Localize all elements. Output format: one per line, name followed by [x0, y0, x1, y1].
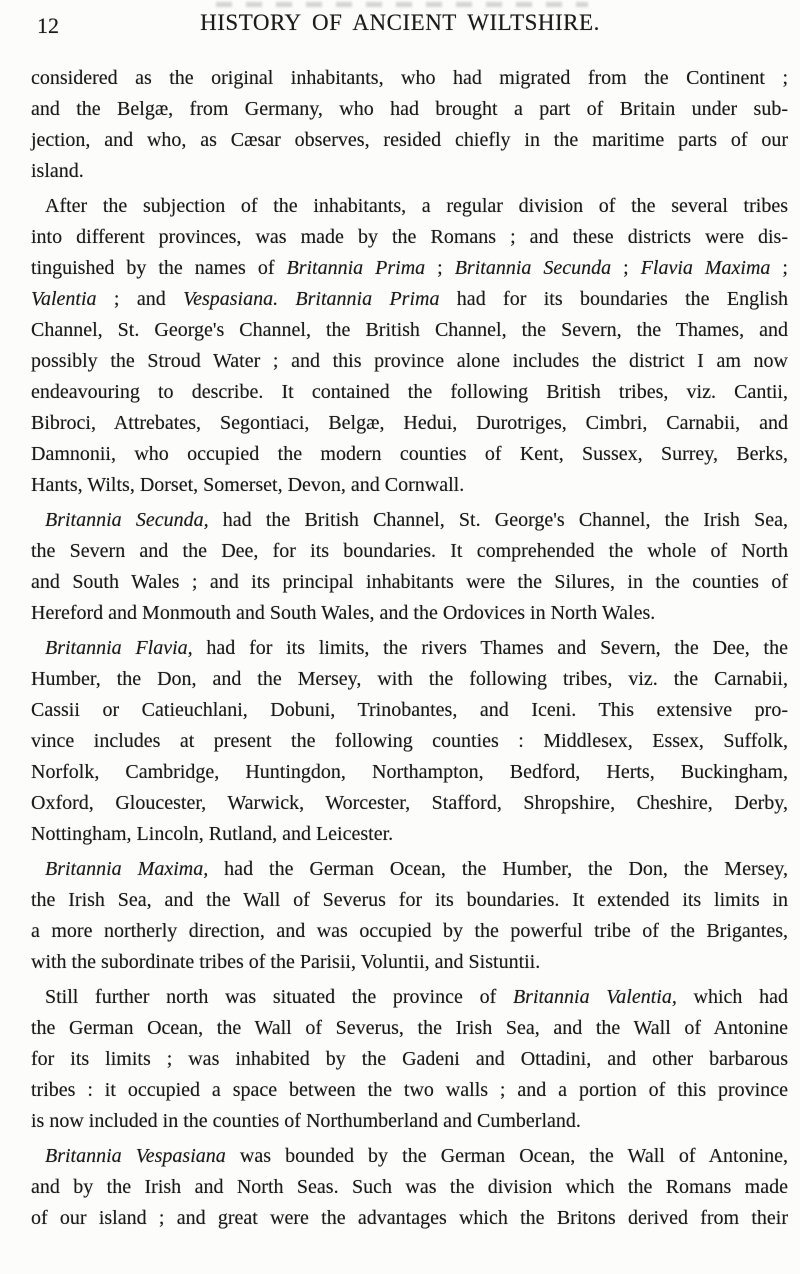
page-number: 12 [37, 13, 59, 38]
text-line [31, 315, 788, 346]
text-line [31, 982, 788, 1013]
text-segment: Hants, Wilts, Dorset, Somerset, Devon, and Cornwall. [31, 474, 465, 496]
paragraph [31, 854, 788, 978]
text-segment: After the subjection of the inhabitants, a regular division of the several tribes [45, 195, 788, 217]
text-segment: the Severn and the Dee, for its boundaries. It comprehended the whole of North [31, 540, 788, 562]
italic-text: Britannia Vespasiana [45, 1145, 226, 1167]
text-segment: endeavouring to describe. It contained the following British tribes, viz. Cantii, [31, 381, 788, 403]
text-line [31, 695, 788, 726]
text-line [31, 63, 788, 94]
italic-text: Flavia Maxima [640, 257, 771, 279]
text-line [31, 377, 788, 408]
text-line [31, 191, 788, 222]
text-segment: Humber, the Don, and the Mersey, with the following tribes, viz. the Carnabii, [31, 668, 788, 690]
text-line [31, 819, 788, 850]
text-segment: jection, and who, as Cæsar observes, resided chiefly in the maritime parts of our [31, 129, 788, 151]
text-line [31, 408, 788, 439]
text-segment: Bibroci, Attrebates, Segontiaci, Belgæ, Hedui, Durotriges, Cimbri, Carnabii, and [31, 412, 788, 434]
text-line [31, 439, 788, 470]
text-segment: vince includes at present the following counties : Middlesex, Essex, Suffolk, [31, 730, 788, 752]
text-line [31, 1013, 788, 1044]
text-line [31, 536, 788, 567]
text-line [31, 470, 788, 501]
italic-text: Britannia Prima [295, 288, 440, 310]
text-segment: Nottingham, Lincoln, Rutland, and Leicester. [31, 823, 394, 845]
text-segment: ; and [96, 288, 184, 310]
text-segment: of our island ; and great were the advantages which the Britons derived from their [31, 1207, 788, 1229]
text-segment: possibly the Stroud Water ; and this province alone includes the district I am now [31, 350, 788, 372]
italic-text: Britannia Valentia, [512, 986, 677, 1008]
paragraph [31, 505, 788, 629]
text-line [31, 664, 788, 695]
text-segment: tinguished by the names of [31, 257, 287, 279]
text-segment: Hereford and Monmouth and South Wales, and the Ordovices in North Wales. [31, 602, 656, 624]
text-line [31, 253, 788, 284]
text-line [31, 94, 788, 125]
italic-text: Valentia [31, 288, 97, 310]
text-line [31, 947, 788, 978]
italic-text: Vespasiana. [183, 288, 279, 310]
text-line [31, 598, 788, 629]
page-header [0, 10, 800, 40]
text-line [31, 567, 788, 598]
text-line [31, 1141, 788, 1172]
text-line [31, 633, 788, 664]
text-line [31, 854, 788, 885]
text-segment: Damnonii, who occupied the modern counties of Kent, Sussex, Surrey, Berks, [31, 443, 788, 465]
text-block [31, 63, 788, 1238]
text-line [31, 1044, 788, 1075]
text-line [31, 125, 788, 156]
italic-text: Britannia Maxima, [45, 858, 209, 880]
text-line [31, 156, 788, 187]
text-segment: had for its limits, the rivers Thames and Severn, the Dee, the [192, 637, 788, 659]
text-segment: and the Belgæ, from Germany, who had brought a part of Britain under sub- [31, 98, 788, 120]
text-line [31, 284, 788, 315]
text-line [31, 1203, 788, 1234]
text-segment: tribes : it occupied a space between the two walls ; and a portion of this province [31, 1079, 788, 1101]
text-segment: had the British Channel, St. George's Channel, the Irish Sea, [208, 509, 788, 531]
text-segment: had the German Ocean, the Humber, the Don, the Mersey, [208, 858, 788, 880]
text-segment: Oxford, Gloucester, Warwick, Worcester, Stafford, Shropshire, Cheshire, Derby, [31, 792, 788, 814]
italic-text: Britannia Flavia, [45, 637, 193, 659]
text-segment: Norfolk, Cambridge, Huntingdon, Northampton, Bedford, Herts, Buckingham, [31, 761, 788, 783]
text-line [31, 757, 788, 788]
text-segment: for its limits ; was inhabited by the Gadeni and Ottadini, and other barbarous [31, 1048, 788, 1070]
text-segment: Channel, St. George's Channel, the British Channel, the Severn, the Thames, and [31, 319, 788, 341]
text-line [31, 222, 788, 253]
text-segment: Still further north was situated the province of [45, 986, 513, 1008]
text-line [31, 505, 788, 536]
text-segment: and by the Irish and North Seas. Such was the division which the Romans made [31, 1176, 788, 1198]
running-header: HISTORY OF ANCIENT WILTSHIRE. [200, 10, 600, 35]
text-segment [278, 288, 295, 310]
text-segment: the German Ocean, the Wall of Severus, the Irish Sea, and the Wall of Antonine [31, 1017, 788, 1039]
text-segment: was bounded by the German Ocean, the Wall of Antonine, [225, 1145, 789, 1167]
paragraph [31, 1141, 788, 1234]
text-line [31, 916, 788, 947]
text-line [31, 1106, 788, 1137]
scan-artifact [216, 2, 588, 7]
text-segment: and South Wales ; and its principal inhabitants were the Silures, in the counties of [31, 571, 788, 593]
text-segment: into different provinces, was made by the Romans ; and these districts were dis- [31, 226, 788, 248]
text-line [31, 726, 788, 757]
text-segment: with the subordinate tribes of the Parisii, Voluntii, and Sistuntii. [31, 951, 541, 973]
text-segment: had for its boundaries the English [439, 288, 788, 310]
paragraph [31, 63, 788, 187]
text-line [31, 1172, 788, 1203]
text-segment: is now included in the counties of Northumberland and Cumberland. [31, 1110, 581, 1132]
text-segment: Cassii or Catieuchlani, Dobuni, Trinobantes, and Iceni. This extensive pro- [31, 699, 788, 721]
text-segment: considered as the original inhabitants, who had migrated from the Continent ; [31, 67, 788, 89]
text-line [31, 885, 788, 916]
paragraph [31, 982, 788, 1137]
text-segment: ; [770, 257, 788, 279]
text-segment: the Irish Sea, and the Wall of Severus for its boundaries. It extended its limits in [31, 889, 788, 911]
text-segment: a more northerly direction, and was occupied by the powerful tribe of the Brigantes, [31, 920, 788, 942]
text-line [31, 346, 788, 377]
italic-text: Britannia Prima [286, 257, 426, 279]
text-segment: which had [676, 986, 789, 1008]
text-segment: ; [611, 257, 641, 279]
italic-text: Britannia Secunda, [45, 509, 209, 531]
text-line [31, 788, 788, 819]
paragraph [31, 191, 788, 501]
text-segment: island. [31, 160, 84, 182]
italic-text: Britannia Secunda [454, 257, 612, 279]
text-segment: ; [425, 257, 455, 279]
paragraph [31, 633, 788, 850]
text-line [31, 1075, 788, 1106]
